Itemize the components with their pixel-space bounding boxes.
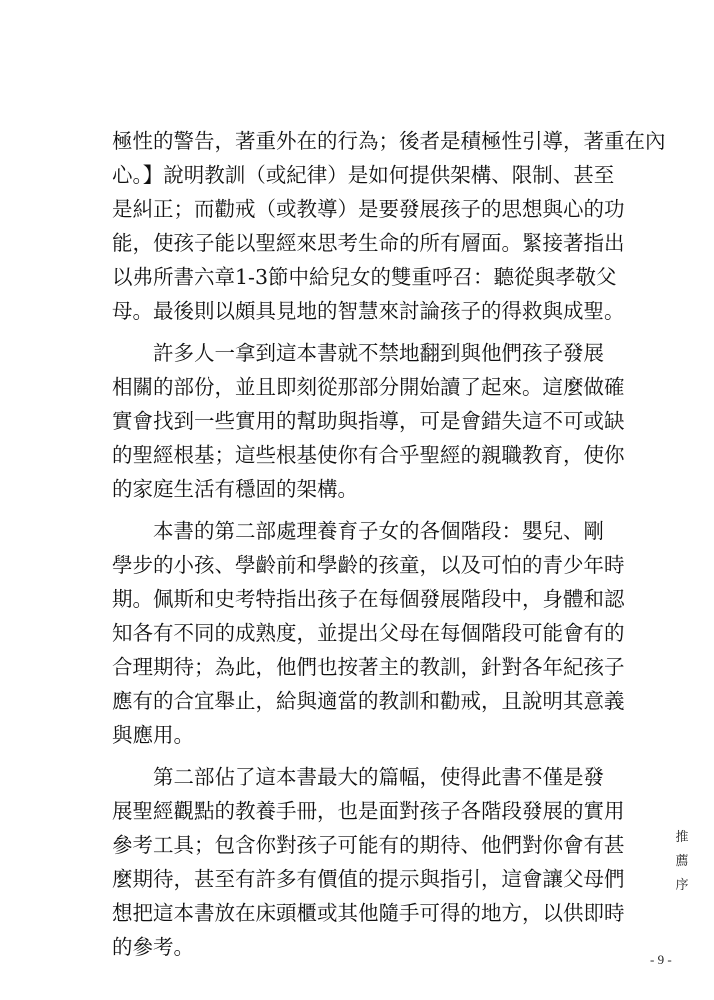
text-line: 實會找到一些實用的幫助與指導，可是會錯失這不可或缺 bbox=[112, 409, 625, 433]
text-line: 合理期待；為此，他們也按著主的教訓，針對各年紀孩子 bbox=[112, 655, 625, 679]
section-label-char: 推 bbox=[675, 830, 689, 845]
body-text bbox=[112, 124, 666, 964]
text-line: 本書的第二部處理養育子女的各個階段：嬰兒、剛 bbox=[112, 519, 604, 543]
text-line: 應有的合宜舉止，給與適當的教訓和勸戒，且說明其意義 bbox=[112, 689, 625, 713]
text-line: 展聖經觀點的教養手冊，也是面對孩子各階段發展的實用 bbox=[112, 799, 625, 823]
text-line: 與應用。 bbox=[112, 723, 194, 747]
text-line: 參考工具；包含你對孩子可能有的期待、他們對你會有甚 bbox=[112, 833, 625, 857]
text-line: 極性的警告，著重外在的行為；後者是積極性引導，著重在內 bbox=[112, 129, 666, 153]
text-line: 期。佩斯和史考特指出孩子在每個發展階段中，身體和認 bbox=[112, 587, 625, 611]
text-line: 能，使孩子能以聖經來思考生命的所有層面。緊接著指出 bbox=[112, 231, 625, 255]
text-line: 想把這本書放在床頭櫃或其他隨手可得的地方，以供即時 bbox=[112, 901, 625, 925]
page-number: - 9 - bbox=[650, 952, 672, 967]
text-line: 是糾正；而勸戒（或教導）是要發展孩子的思想與心的功 bbox=[112, 197, 625, 221]
text-line: 心。】說明教訓（或紀律）是如何提供架構、限制、甚至 bbox=[112, 163, 615, 187]
text-line: 第二部佔了這本書最大的篇幅，使得此書不僅是發 bbox=[112, 765, 604, 789]
text-line: 許多人一拿到這本書就不禁地翻到與他們孩子發展 bbox=[112, 341, 604, 365]
text-line: 麼期待，甚至有許多有價值的提示與指引，這會讓父母們 bbox=[112, 867, 625, 891]
section-label-char: 序 bbox=[675, 878, 689, 893]
text-line: 的參考。 bbox=[112, 935, 194, 959]
section-label-char: 薦 bbox=[675, 854, 689, 869]
text-line: 學步的小孩、學齡前和學齡的孩童，以及可怕的青少年時 bbox=[112, 553, 625, 577]
text-line: 以弗所書六章1-3節中給兒女的雙重呼召：聽從與孝敬父 bbox=[112, 265, 617, 289]
text-line: 母。最後則以頗具見地的智慧來討論孩子的得救與成聖。 bbox=[112, 299, 625, 323]
text-line: 的聖經根基；這些根基使你有合乎聖經的親職教育，使你 bbox=[112, 443, 625, 467]
section-label bbox=[673, 826, 691, 898]
text-line: 相關的部份，並且即刻從那部分開始讀了起來。這麼做確 bbox=[112, 375, 625, 399]
text-line: 知各有不同的成熟度，並提出父母在每個階段可能會有的 bbox=[112, 621, 625, 645]
text-line: 的家庭生活有穩固的架構。 bbox=[112, 477, 358, 501]
